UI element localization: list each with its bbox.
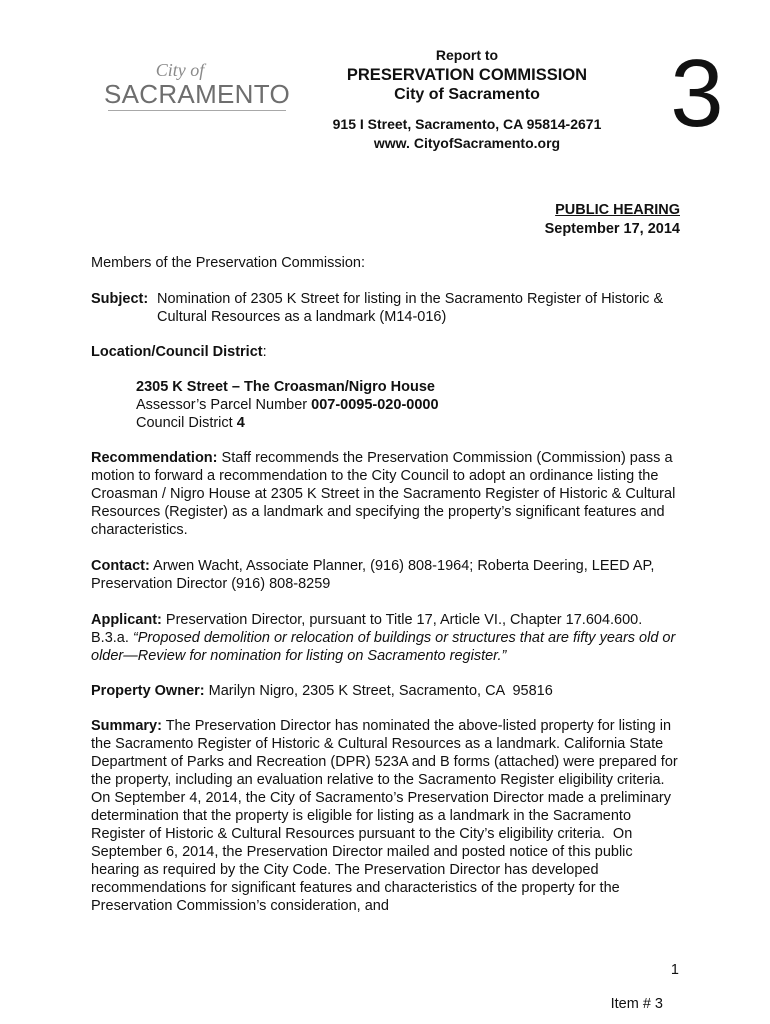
city-website: www. CityofSacramento.org <box>373 135 561 151</box>
report-to-label: Report to <box>435 47 499 63</box>
city-address: 915 I Street, Sacramento, CA 95814-2671 <box>332 116 602 132</box>
parcel-label: Assessor’s Parcel Number <box>136 397 312 413</box>
property-owner-label: Property Owner: <box>91 683 205 699</box>
summary-label: Summary: <box>91 718 162 734</box>
property-line: 2305 K Street – The Croasman/Nigro House <box>136 379 435 395</box>
location-details <box>136 378 676 432</box>
location-label: Location/Council District <box>91 344 263 360</box>
location-colon: : <box>262 344 267 360</box>
district-number: 4 <box>236 415 245 431</box>
property-owner-section <box>91 682 683 700</box>
salutation: Members of the Preservation Commission: <box>91 255 365 271</box>
parcel-number: 007-0095-020-0000 <box>311 397 439 413</box>
contact-text: Arwen Wacht, Associate Planner, (916) 808-1964; Roberta Deering, LEED AP, Preservation Director (916) 808-8259 <box>91 558 659 592</box>
applicant-text: Preservation Director, pursuant to Title 17, Article VI., Chapter 17.604.600. B.3.a. <box>91 612 647 646</box>
hearing-date: September 17, 2014 <box>544 221 680 237</box>
recommendation-section <box>91 449 683 539</box>
district-line <box>136 414 676 432</box>
parcel-line <box>136 396 676 414</box>
page-number: 1 <box>670 962 679 978</box>
item-number: Item # 3 <box>610 996 663 1012</box>
subject-label: Subject: <box>91 291 149 307</box>
summary-section <box>91 717 683 915</box>
district-label: Council District <box>136 415 237 431</box>
logo-underline <box>108 110 286 111</box>
logo-city-of-text: City of <box>155 60 205 80</box>
property-owner-text: Marilyn Nigro, 2305 K Street, Sacramento, CA 95816 <box>204 683 553 699</box>
recommendation-text: Staff recommends the Preservation Commission (Commission) pass a motion to forward a recommendation to the City Council to adopt an ordinance listing the Croasman / Nigro House at 2305 K Street in the Sacramento Register of Historic & Cultural Resources (Register) as a landmark and specifying the property’s significant features and characteristics. <box>91 450 680 538</box>
logo-sacramento-wordmark: SACRAMENTO <box>104 79 290 109</box>
applicant-section <box>91 611 683 665</box>
city-title: City of Sacramento <box>394 86 540 103</box>
summary-text: The Preservation Director has nominated the above-listed property for listing in the Sacramento Register of Historic & Cultural Resources as a landmark. California State Department of Parks and Recreation (DPR) 523A and B forms (attached) were prepared for the property, including an evaluation relative to the Sacramento Register eligibility criteria. On September 4, 2014, the City of Sacramento’s Preservation Director made a preliminary determination that the property is eligible for listing as a landmark in the Sacramento Register of Historic & Cultural Resources pursuant to the City’s eligibility criteria. On September 6, 2014, the Preservation Director mailed and posted notice of this public hearing as required by the City Code. The Preservation Director has developed recommendations for significant features and characteristics of the property for the Preservation Commission’s consideration, and <box>91 718 682 914</box>
commission-title: PRESERVATION COMMISSION <box>346 66 588 84</box>
contact-label: Contact: <box>91 558 150 574</box>
applicant-quote: “Proposed demolition or relocation of buildings or structures that are fifty years old or older—Review for nomination for listing on Sacramento register.” <box>91 630 676 664</box>
subject-text: Nomination of 2305 K Street for listing in the Sacramento Register of Historic & Cultural Resources as a landmark (M14-016) <box>157 291 664 325</box>
applicant-label: Applicant: <box>91 612 162 628</box>
recommendation-label: Recommendation: <box>91 450 218 466</box>
report-number: 3 <box>670 40 724 147</box>
hearing-type: PUBLIC HEARING <box>555 202 680 218</box>
subject-section <box>91 290 683 326</box>
location-heading <box>91 343 683 361</box>
contact-section <box>91 557 683 593</box>
